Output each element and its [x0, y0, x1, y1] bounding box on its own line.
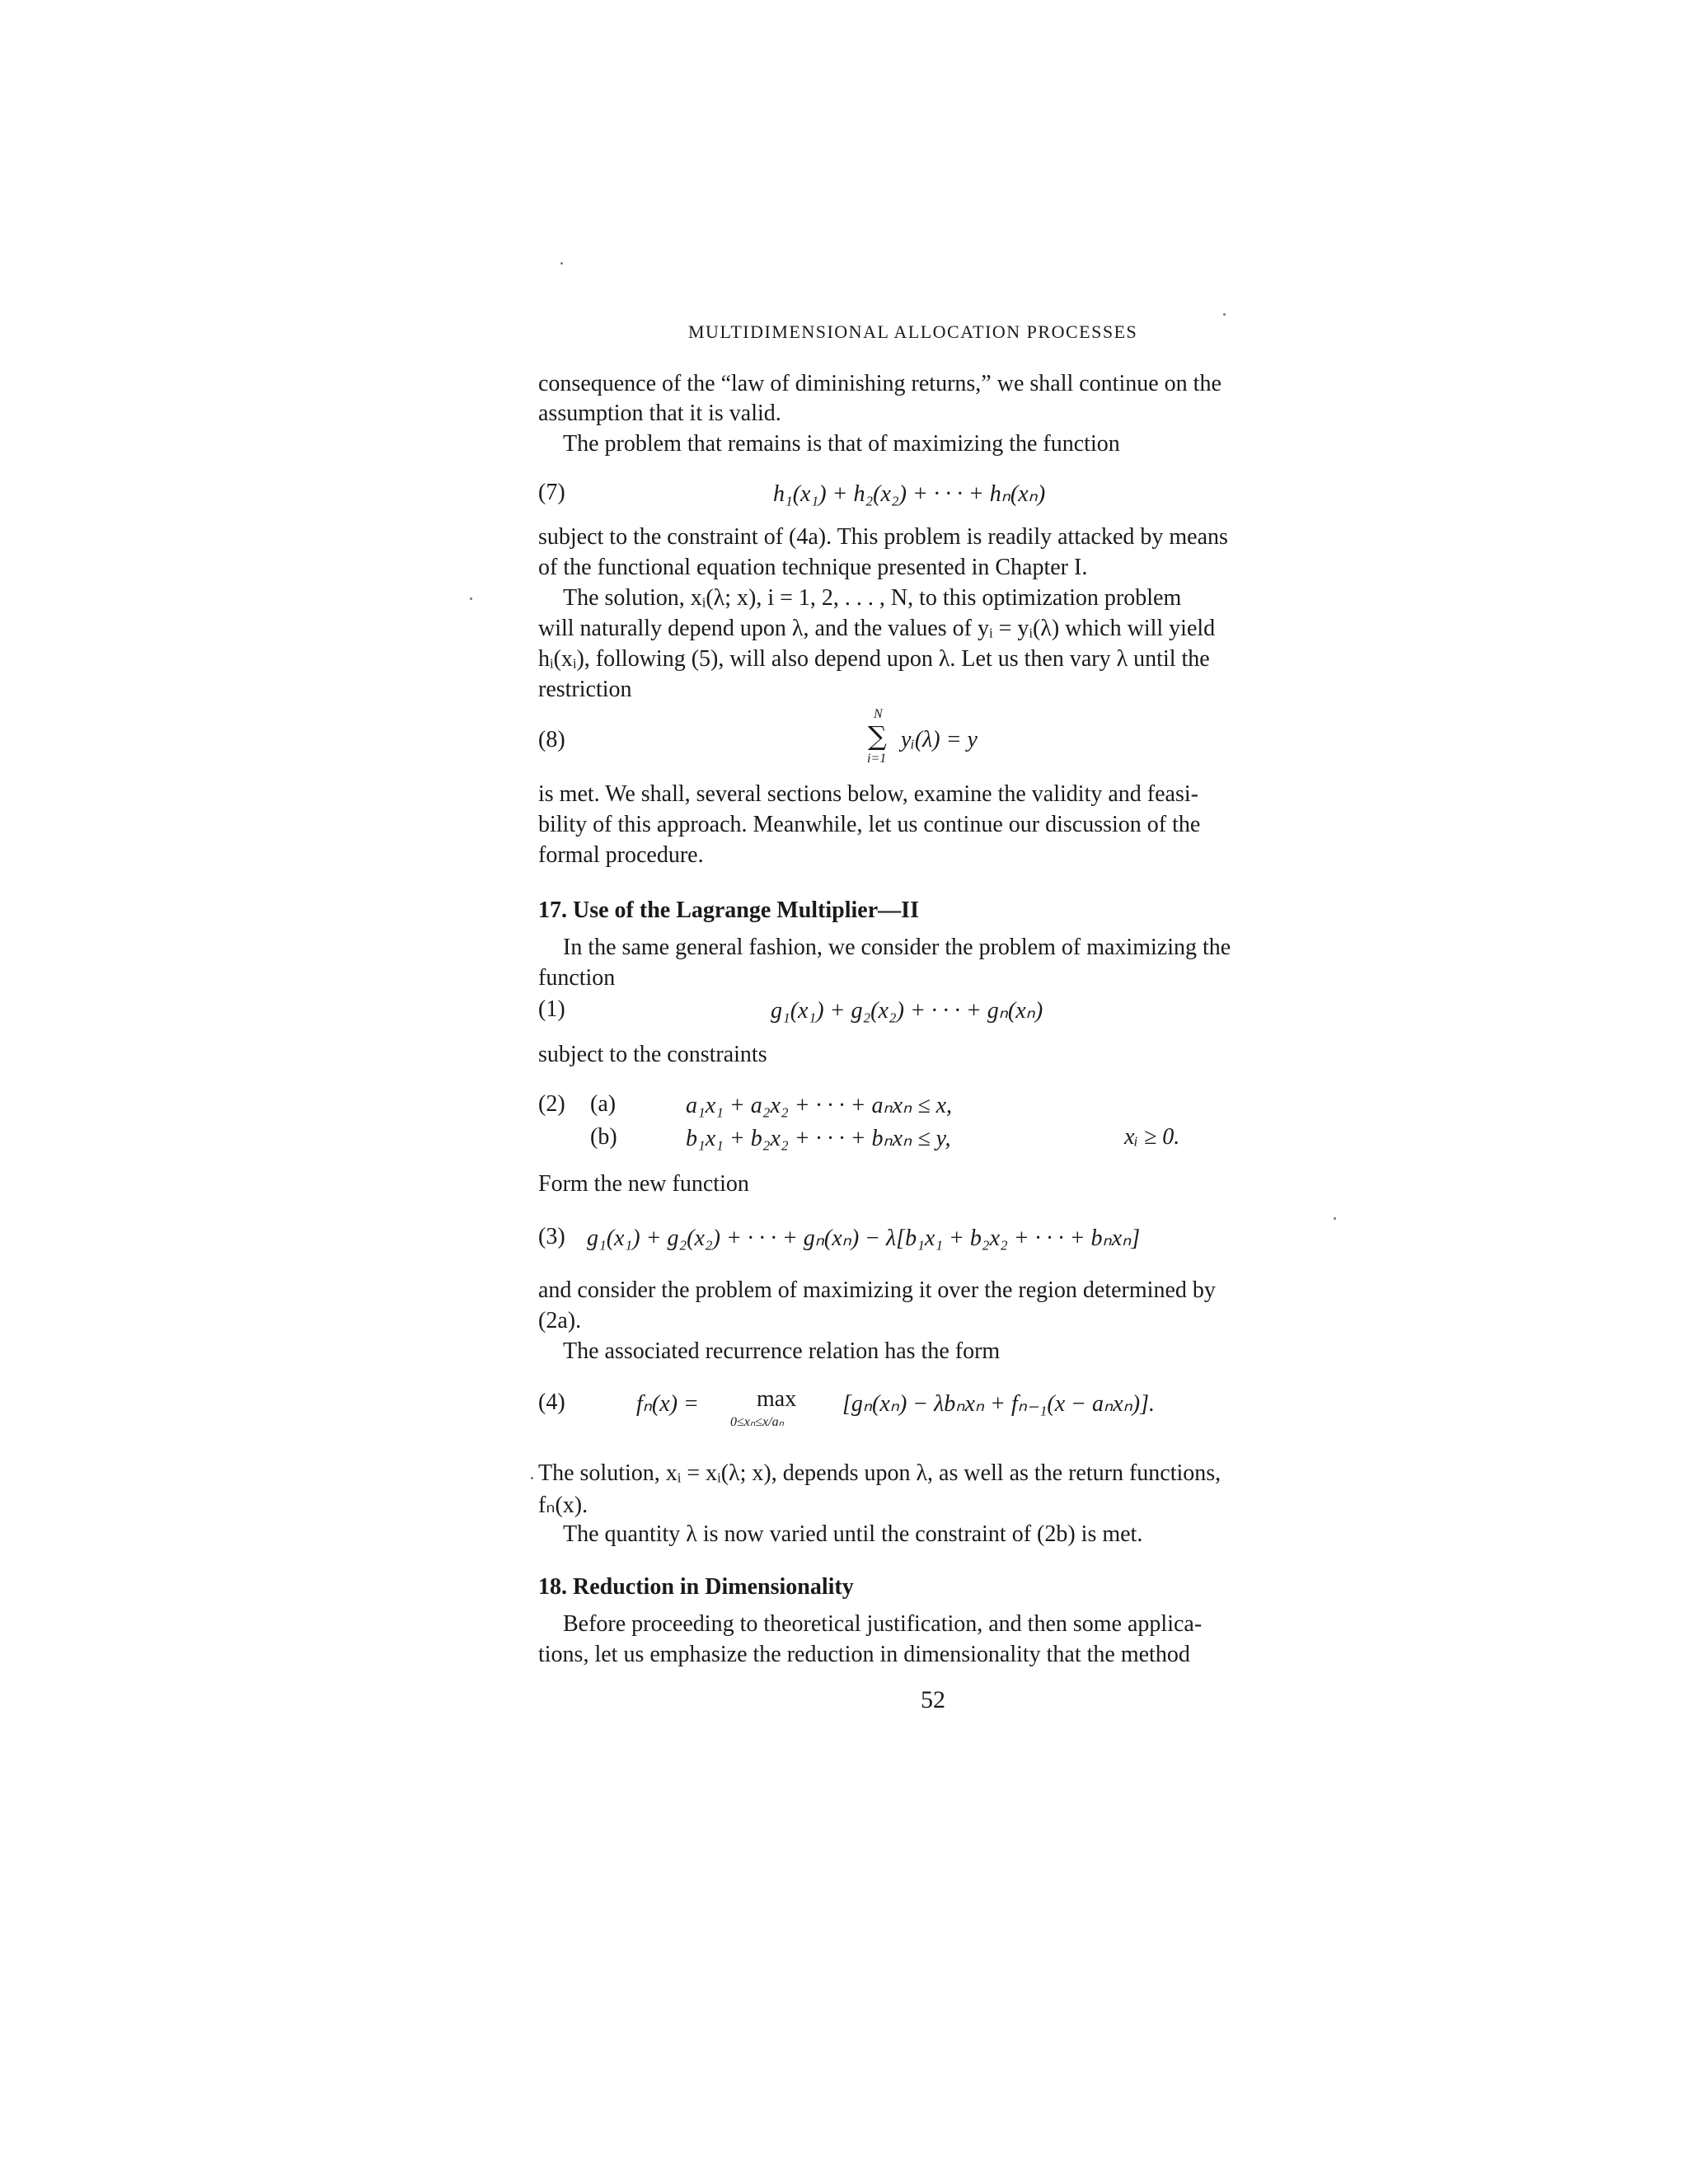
scan-speck: [470, 598, 472, 600]
max-operator: max: [757, 1386, 797, 1412]
section-heading-17: 17. Use of the Lagrange Multiplier—II: [538, 898, 919, 923]
body-line: subject to the constraint of (4a). This problem is readily attacked by means: [538, 524, 1228, 550]
body-line: The quantity λ is now varied until the constraint of (2b) is met.: [563, 1521, 1143, 1547]
body-line: tions, let us emphasize the reduction in dimensionality that the method: [538, 1642, 1190, 1667]
equation-4-lhs: fₙ(x) =: [636, 1391, 699, 1417]
body-line: subject to the constraints: [538, 1042, 767, 1067]
scan-speck: [531, 1477, 533, 1479]
equation-part-label: (a): [590, 1091, 617, 1117]
body-line: and consider the problem of maximizing it over the region determined by: [538, 1277, 1216, 1303]
body-line: will naturally depend upon λ, and the values of yᵢ = yᵢ(λ) which will yield: [538, 616, 1216, 641]
equation-number: (7): [538, 480, 565, 505]
body-line: function: [538, 965, 616, 991]
equation-number: (2): [538, 1091, 565, 1117]
body-line: bility of this approach. Meanwhile, let us continue our discussion of the: [538, 812, 1201, 837]
equation-part-label: (b): [590, 1124, 617, 1150]
running-header: MULTIDIMENSIONAL ALLOCATION PROCESSES: [688, 321, 1138, 342]
nonnegativity-condition: xᵢ ≥ 0.: [1124, 1124, 1180, 1150]
body-line: The solution, xᵢ = xᵢ(λ; x), depends upon λ, as well as the return functions,: [538, 1460, 1221, 1486]
body-line: The solution, xᵢ(λ; x), i = 1, 2, . . . , N, to this optimization problem: [563, 585, 1182, 611]
equation-4-rhs: [gₙ(xₙ) − λbₙxₙ + fₙ₋₁(x − aₙxₙ)].: [842, 1391, 1155, 1417]
equation-number: (8): [538, 727, 565, 752]
equation-2a: a₁x₁ + a₂x₂ + · · · + aₙxₙ ≤ x,: [686, 1093, 953, 1118]
equation-3: g₁(x₁) + g₂(x₂) + · · · + gₙ(xₙ) − λ[b₁x₁ + b₂x₂ + · · · + bₙxₙ]: [587, 1226, 1141, 1251]
sum-lower-limit: i=1: [867, 752, 887, 766]
max-subscript: 0≤xₙ≤x/aₙ: [730, 1415, 784, 1429]
equation-number: (4): [538, 1390, 565, 1415]
equation-number: (1): [538, 996, 565, 1022]
body-line: consequence of the “law of diminishing returns,” we shall continue on the: [538, 371, 1221, 396]
section-heading-18: 18. Reduction in Dimensionality: [538, 1574, 854, 1600]
body-line: Form the new function: [538, 1171, 749, 1197]
equation-2b: b₁x₁ + b₂x₂ + · · · + bₙxₙ ≤ y,: [686, 1126, 951, 1151]
scan-speck: [1223, 313, 1226, 316]
scan-speck: [1334, 1217, 1336, 1220]
body-line: formal procedure.: [538, 842, 704, 868]
body-line: The associated recurrence relation has the form: [563, 1338, 1001, 1364]
body-line: The problem that remains is that of maximizing the function: [563, 431, 1120, 457]
equation-1: g₁(x₁) + g₂(x₂) + · · · + gₙ(xₙ): [771, 998, 1043, 1024]
equation-7: h₁(x₁) + h₂(x₂) + · · · + hₙ(xₙ): [773, 481, 1046, 507]
scan-speck: [560, 262, 563, 265]
body-line: of the functional equation technique presented in Chapter I.: [538, 555, 1088, 580]
body-line: In the same general fashion, we consider the problem of maximizing the: [563, 935, 1231, 960]
body-line: restriction: [538, 677, 632, 702]
body-line: assumption that it is valid.: [538, 401, 781, 426]
body-line: fₙ(x).: [538, 1493, 588, 1518]
body-line: hᵢ(xᵢ), following (5), will also depend upon λ. Let us then vary λ until the: [538, 646, 1210, 672]
sum-upper-limit: N: [874, 707, 883, 721]
body-line: (2a).: [538, 1308, 582, 1333]
equation-8: yᵢ(λ) = y: [901, 727, 978, 752]
sigma-symbol: ∑: [868, 720, 887, 752]
page-number: 52: [921, 1686, 945, 1713]
body-line: is met. We shall, several sections below, examine the validity and feasi-: [538, 781, 1198, 807]
body-line: Before proceeding to theoretical justification, and then some applica-: [563, 1611, 1203, 1637]
equation-number: (3): [538, 1224, 565, 1249]
